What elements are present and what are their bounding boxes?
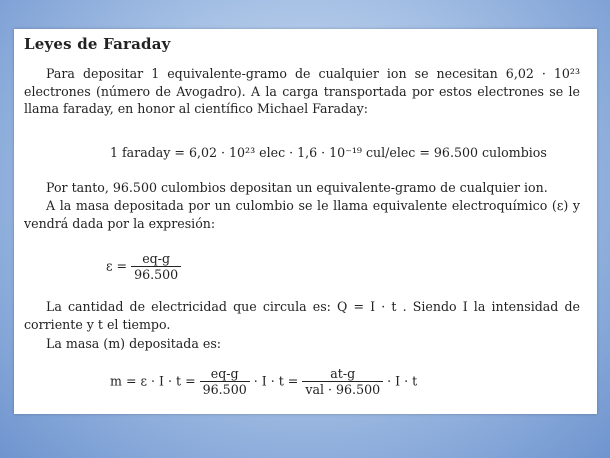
fraction-atg-val-96500 (302, 366, 383, 398)
paragraph-cantidad-electricidad: La cantidad de electricidad que circula es: Q = I · t . Siendo I la intensidad de corriente y t el tiempo. (24, 299, 580, 332)
fraction-denominator: 96.500 (202, 382, 247, 397)
fraction-denominator: 96.500 (134, 267, 179, 282)
page-title: Leyes de Faraday (24, 35, 171, 53)
fraction-denominator: val · 96.500 (305, 382, 381, 397)
paragraph-culombios: Por tanto, 96.500 culombios depositan un equivalente-gramo de cualquier ion. (46, 180, 548, 195)
equation-masa-mid: · I · t = (253, 373, 299, 389)
equation-masa-lhs: m = ε · I · t = (110, 373, 196, 389)
document-page (14, 29, 597, 414)
equation-epsilon-lhs: ε = (106, 258, 128, 274)
paragraph-masa-depositada: La masa (m) depositada es: (46, 336, 222, 351)
fraction-numerator: at-g (302, 366, 383, 382)
equation-faraday: 1 faraday = 6,02 · 10²³ elec · 1,6 · 10⁻¹⁹ cul/elec = 96.500 culombios (110, 145, 547, 160)
fraction-eqg-96500-second (200, 366, 250, 398)
fraction-eqg-96500 (131, 251, 181, 283)
equation-epsilon (106, 251, 181, 283)
equation-masa-rhs: · I · t (387, 373, 418, 389)
paragraph-equivalente-electroquimico: A la masa depositada por un culombio se le llama equivalente electroquímico (ε) y vendrá dada por la expresión: (24, 198, 580, 231)
fraction-numerator: eq-g (200, 366, 250, 382)
paragraph-avogadro: Para depositar 1 equivalente-gramo de cualquier ion se necesitan 6,02 · 10²³ electrones (número de Avogadro). A la carga transportada por estos electrones se le llama faraday, en honor al científico Michael Faraday: (24, 66, 580, 116)
equation-masa (110, 366, 417, 398)
fraction-numerator: eq-g (131, 251, 181, 267)
